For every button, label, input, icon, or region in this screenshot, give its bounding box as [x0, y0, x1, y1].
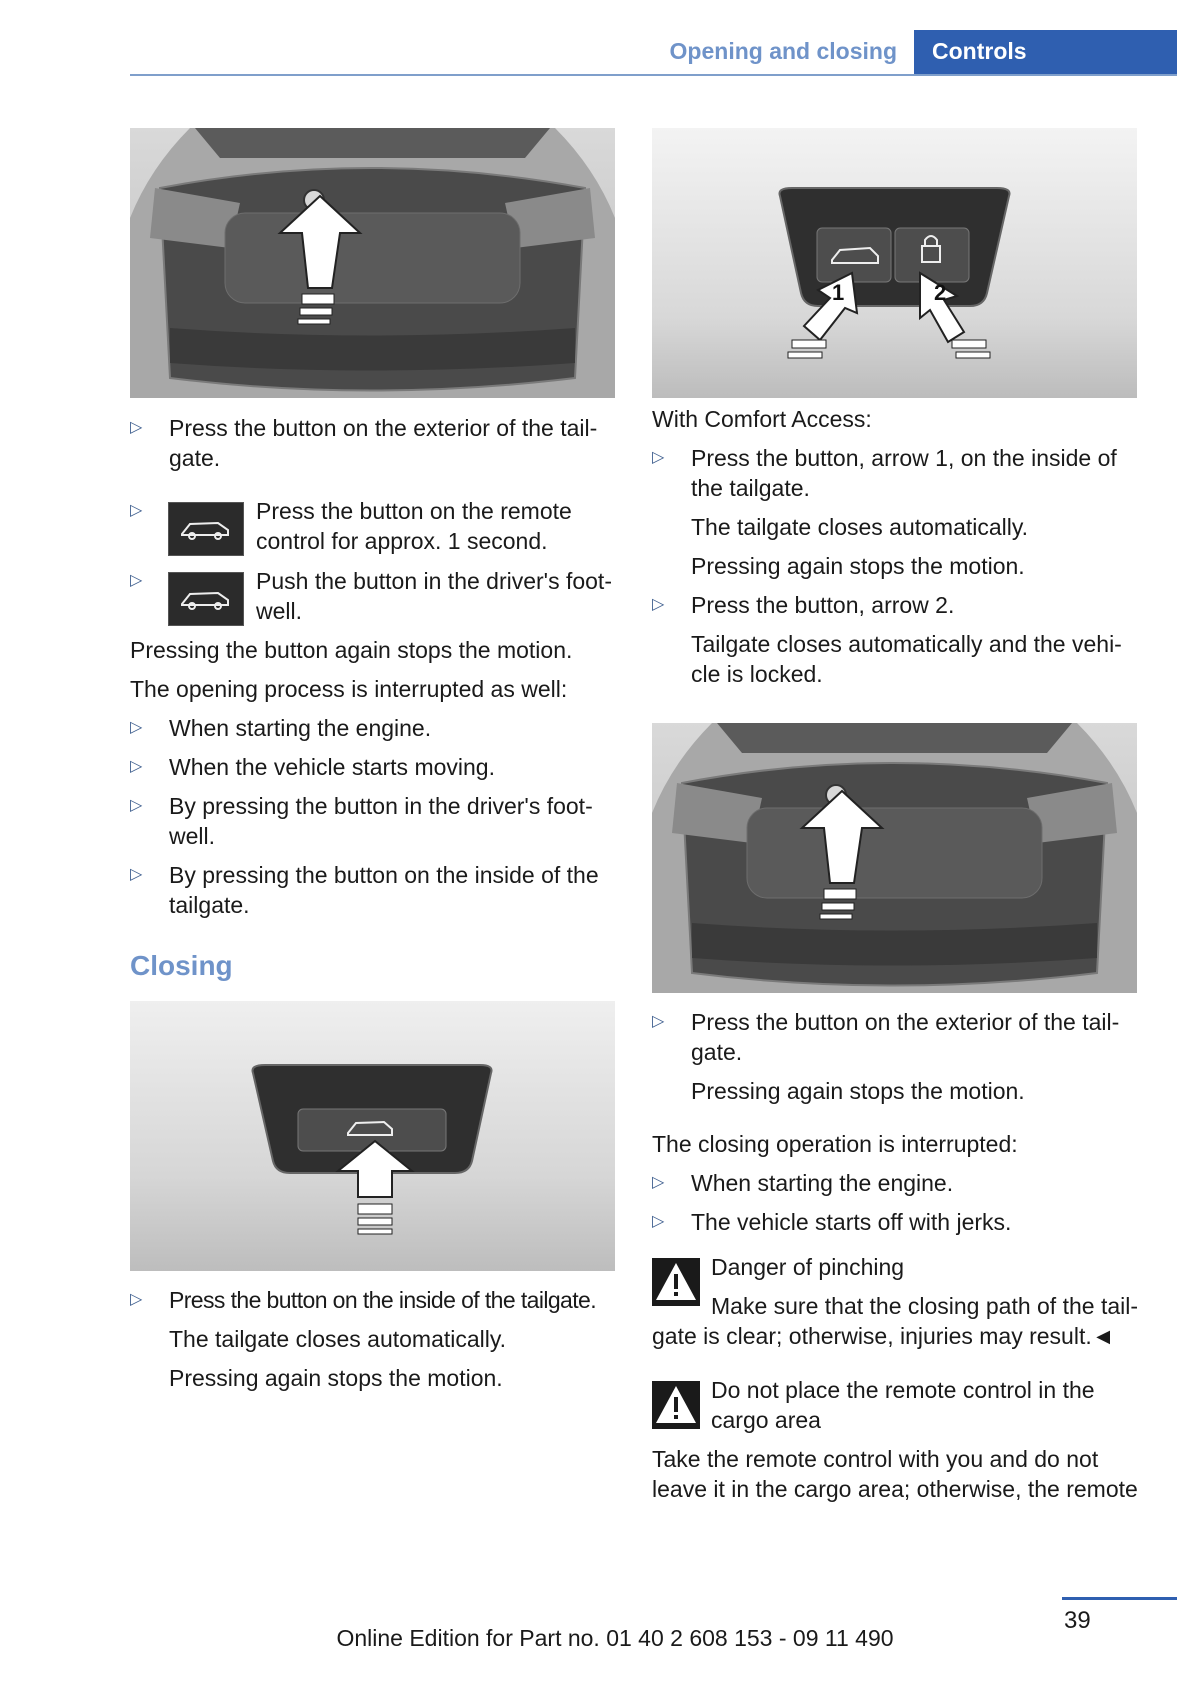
figure-tailgate-exterior-closing: [652, 723, 1137, 993]
list-item: ▷ The vehicle starts off with jerks.: [652, 1209, 1012, 1235]
sub-paragraph: The tailgate closes automatically.: [169, 1326, 507, 1352]
figure-tailgate-exterior: [130, 128, 615, 398]
list-item: ▷ Press the button on the exterior of the tail-gate.: [130, 415, 598, 471]
car-tailgate-icon: [168, 502, 244, 556]
footer-edition: Online Edition for Part no. 01 40 2 608 153 - 09 11 490: [336, 1625, 894, 1651]
header-chapter-tab: Controls: [914, 30, 1177, 76]
triangle-bullet-icon: ▷: [130, 758, 143, 775]
triangle-bullet-icon: ▷: [652, 1174, 665, 1191]
triangle-bullet-icon: ▷: [130, 572, 143, 589]
list-item: ▷ Press the button, arrow 2.: [652, 592, 955, 618]
paragraph: The opening process is interrupted as well:: [130, 676, 568, 702]
triangle-bullet-icon: ▷: [652, 1013, 665, 1030]
paragraph: Pressing the button again stops the motion.: [130, 637, 573, 663]
list-item-remote: ▷ Press the button on the remote control for approx. 1 second.: [130, 498, 572, 554]
car-tailgate-icon: [168, 572, 244, 626]
header-rule: [130, 74, 1177, 76]
list-item: ▷ Press the button, arrow 1, on the inside of the tailgate.: [652, 445, 1117, 501]
page-number: 39: [1064, 1607, 1091, 1634]
footer-rule: [1062, 1597, 1177, 1600]
figure-comfort-access-buttons: [652, 128, 1137, 398]
list-item: ▷ Press the button on the exterior of the tail-gate.: [652, 1009, 1120, 1065]
list-item: ▷ By pressing the button in the driver's foot-well.: [130, 793, 593, 849]
sub-paragraph: Pressing again stops the motion.: [691, 1078, 1025, 1104]
header-section-title: Opening and closing: [669, 38, 897, 64]
warning-body: Make sure that the closing path of the tail-gate is clear; otherwise, injuries may result.◄: [652, 1293, 1139, 1349]
list-item-footwell: ▷ Push the button in the driver's foot-well.: [130, 568, 612, 624]
triangle-bullet-icon: ▷: [130, 502, 143, 519]
warning-title: Do not place the remote control in the cargo area: [711, 1377, 1095, 1433]
list-item: ▷ When starting the engine.: [652, 1170, 954, 1196]
triangle-bullet-icon: ▷: [130, 797, 143, 814]
sub-paragraph: Pressing again stops the motion.: [169, 1365, 503, 1391]
list-item: ▷ When starting the engine.: [130, 715, 432, 741]
paragraph: With Comfort Access:: [652, 406, 872, 432]
section-heading-closing: Closing: [130, 950, 233, 981]
paragraph: The closing operation is interrupted:: [652, 1131, 1018, 1157]
arrow-1-label: 1: [832, 280, 845, 305]
sub-paragraph: The tailgate closes automatically.: [691, 514, 1029, 540]
warning-icon: [652, 1381, 700, 1429]
triangle-bullet-icon: ▷: [130, 419, 143, 436]
warning-title: Danger of pinching: [711, 1254, 905, 1280]
triangle-bullet-icon: ▷: [652, 449, 665, 466]
triangle-bullet-icon: ▷: [652, 596, 665, 613]
triangle-bullet-icon: ▷: [130, 719, 143, 736]
list-item: ▷ By pressing the button on the inside of the tailgate.: [130, 862, 599, 918]
list-item: ▷ When the vehicle starts moving.: [130, 754, 495, 780]
sub-paragraph: Tailgate closes automatically and the vehi-cle is locked.: [691, 631, 1122, 687]
triangle-bullet-icon: ▷: [130, 1291, 142, 1308]
triangle-bullet-icon: ▷: [652, 1213, 665, 1230]
triangle-bullet-icon: ▷: [130, 866, 143, 883]
sub-paragraph: Pressing again stops the motion.: [691, 553, 1025, 579]
arrow-2-label: 2: [934, 280, 947, 305]
warning-body: Take the remote control with you and do not leave it in the cargo area; otherwise, the remote: [652, 1446, 1138, 1502]
list-item: ▷ Press the button on the inside of the tailgate.: [130, 1287, 596, 1313]
figure-closing-button: [130, 1001, 615, 1271]
